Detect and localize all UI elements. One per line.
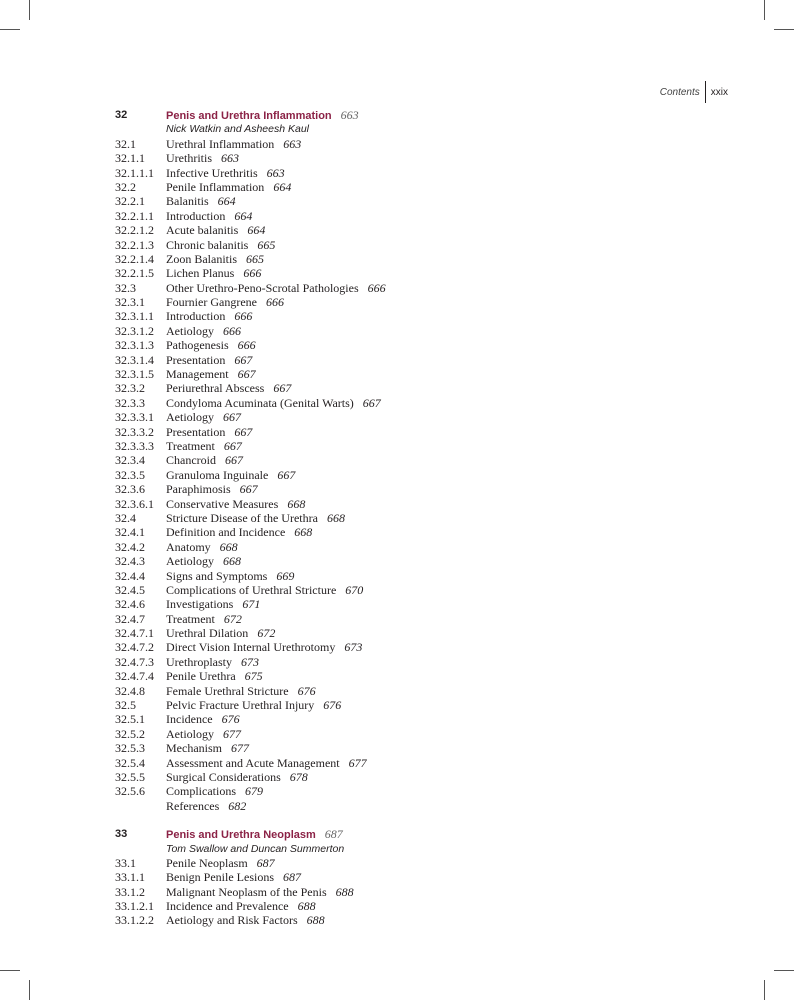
section-number: 33.1.1 xyxy=(115,870,145,885)
section-title: Complications xyxy=(166,784,236,799)
toc-entry[interactable] xyxy=(115,540,735,554)
section-page-number: 678 xyxy=(289,769,308,784)
section-title-cell xyxy=(166,698,735,712)
section-title: Penile Neoplasm xyxy=(166,855,248,870)
section-title: Anatomy xyxy=(166,539,211,554)
spacer xyxy=(115,842,166,856)
section-number: 32.1 xyxy=(115,136,136,151)
section-page-number: 667 xyxy=(234,424,253,439)
section-title: Treatment xyxy=(166,611,215,626)
section-page-number: 667 xyxy=(362,395,381,410)
section-title: Assessment and Acute Management xyxy=(166,755,340,770)
section-title-cell xyxy=(166,338,735,352)
section-number: 32.4.6 xyxy=(115,597,145,612)
chapter-page-number: 687 xyxy=(324,827,343,842)
section-title: Acute balanitis xyxy=(166,223,239,238)
section-title: Female Urethral Stricture xyxy=(166,683,289,698)
section-title-cell xyxy=(166,453,735,467)
section-title: Direct Vision Internal Urethrotomy xyxy=(166,640,336,655)
toc-entry[interactable] xyxy=(115,497,735,511)
section-number: 32.3.2 xyxy=(115,381,145,396)
section-number: 32.5.5 xyxy=(115,769,145,784)
chapter-authors-row xyxy=(115,122,735,136)
section-title: Presentation xyxy=(166,352,226,367)
section-title: Presentation xyxy=(166,424,226,439)
section-title-cell xyxy=(166,597,735,611)
section-number: 32.3.5 xyxy=(115,467,145,482)
section-title: Urethroplasty xyxy=(166,654,232,669)
toc-entry[interactable] xyxy=(115,669,735,683)
section-title-cell xyxy=(166,885,735,899)
section-number: 33.1.2.2 xyxy=(115,913,154,928)
section-title: Investigations xyxy=(166,597,234,612)
section-title-cell xyxy=(166,669,735,683)
section-number: 32.3.1.3 xyxy=(115,338,154,353)
section-page-number: 667 xyxy=(225,453,243,468)
section-page-number: 666 xyxy=(223,323,241,338)
crop-mark xyxy=(29,980,30,1000)
crop-mark xyxy=(774,29,794,30)
section-number: 32.5.1 xyxy=(115,712,145,727)
section-page-number: 666 xyxy=(367,280,386,295)
toc-entry[interactable] xyxy=(115,655,735,669)
section-title-cell xyxy=(166,381,735,395)
section-page-number: 688 xyxy=(335,884,354,899)
chapter-number: 33 xyxy=(115,828,128,841)
section-title-cell xyxy=(166,367,735,381)
toc-entry[interactable] xyxy=(115,252,735,266)
section-title-cell xyxy=(166,756,735,770)
section-title: Chancroid xyxy=(166,453,216,468)
section-number: 32.4.8 xyxy=(115,683,145,698)
chapter-title: Penis and Urethra Inflammation xyxy=(166,110,332,122)
section-title-cell xyxy=(166,554,735,568)
toc-entry[interactable] xyxy=(115,180,735,194)
section-title-cell xyxy=(166,324,735,338)
section-number: 32.2.1.2 xyxy=(115,223,154,238)
toc-entry[interactable] xyxy=(115,353,735,367)
toc-entry[interactable] xyxy=(115,525,735,539)
section-title-cell xyxy=(166,640,735,654)
section-title-cell xyxy=(166,684,735,698)
section-page-number: 676 xyxy=(323,698,342,713)
section-number: 32.3 xyxy=(115,280,136,295)
section-number: 32.3.1.1 xyxy=(115,309,154,324)
section-title-cell xyxy=(166,353,735,367)
toc-entry[interactable] xyxy=(115,338,735,352)
section-title-cell xyxy=(166,856,735,870)
section-title: Urethritis xyxy=(166,151,212,166)
section-number: 32.3.3.1 xyxy=(115,410,154,425)
section-number: 32.4.7.2 xyxy=(115,640,154,655)
section-page-number: 675 xyxy=(244,669,263,684)
section-title: Urethral Dilation xyxy=(166,626,249,641)
toc-entry[interactable] xyxy=(115,698,735,712)
toc-entry[interactable] xyxy=(115,324,735,338)
section-page-number: 667 xyxy=(277,467,296,482)
section-number: 32.3.6.1 xyxy=(115,496,154,511)
section-number: 32.5 xyxy=(115,698,136,713)
section-title: Definition and Incidence xyxy=(166,525,286,540)
section-title: Penile Inflammation xyxy=(166,179,265,194)
section-title: Benign Penile Lesions xyxy=(166,870,274,885)
section-title-cell xyxy=(166,799,735,813)
section-page-number: 677 xyxy=(348,755,367,770)
section-title-cell xyxy=(166,151,735,165)
section-page-number: 668 xyxy=(223,554,241,569)
section-title: Incidence xyxy=(166,712,213,727)
section-title: Granuloma Inguinale xyxy=(166,467,269,482)
toc-entry[interactable] xyxy=(115,727,735,741)
running-head xyxy=(660,81,728,103)
section-page-number: 668 xyxy=(219,539,238,554)
section-title: Pelvic Fracture Urethral Injury xyxy=(166,698,315,713)
section-number: 32.3.3.2 xyxy=(115,424,154,439)
section-title: Pathogenesis xyxy=(166,338,229,353)
toc-entry[interactable] xyxy=(115,223,735,237)
chapter-authors: Tom Swallow and Duncan Summerton xyxy=(166,842,345,855)
section-title: Infective Urethritis xyxy=(166,165,258,180)
toc-entry[interactable] xyxy=(115,151,735,165)
section-title: Mechanism xyxy=(166,741,222,756)
section-number: 32.3.3.3 xyxy=(115,438,154,453)
section-title-cell xyxy=(166,194,735,208)
section-page-number: 688 xyxy=(297,899,316,914)
section-number xyxy=(115,799,166,813)
section-page-number: 666 xyxy=(237,338,256,353)
section-title-cell xyxy=(166,913,735,927)
toc-entry[interactable] xyxy=(115,425,735,439)
section-title: Aetiology xyxy=(166,726,214,741)
section-title: Condyloma Acuminata (Genital Warts) xyxy=(166,395,354,410)
section-number: 32.4.7.1 xyxy=(115,626,154,641)
section-title-cell xyxy=(166,712,735,726)
toc-entry[interactable] xyxy=(115,482,735,496)
toc-entry[interactable] xyxy=(115,741,735,755)
section-number: 32.4.7.4 xyxy=(115,669,154,684)
section-page-number: 664 xyxy=(273,179,292,194)
section-number: 32.4.5 xyxy=(115,582,145,597)
running-head-label: Contents xyxy=(659,86,700,98)
section-number: 33.1.2 xyxy=(115,884,145,899)
section-page-number: 667 xyxy=(223,410,241,425)
section-title: Zoon Balanitis xyxy=(166,251,237,266)
toc-entry[interactable] xyxy=(115,410,735,424)
section-page-number: 676 xyxy=(297,683,316,698)
toc-entry[interactable] xyxy=(115,295,735,309)
toc-entry[interactable] xyxy=(115,784,735,798)
section-title-cell xyxy=(166,137,735,151)
section-title-cell xyxy=(166,238,735,252)
toc-entry[interactable] xyxy=(115,281,735,295)
section-number: 32.4.7.3 xyxy=(115,654,154,669)
toc-entry[interactable] xyxy=(115,511,735,525)
section-title: Malignant Neoplasm of the Penis xyxy=(166,884,327,899)
section-page-number: 671 xyxy=(242,597,261,612)
section-title: Periurethral Abscess xyxy=(166,381,265,396)
toc-entry[interactable] xyxy=(115,885,735,899)
toc-entry[interactable] xyxy=(115,856,735,870)
toc-entry[interactable] xyxy=(115,770,735,784)
section-page-number: 664 xyxy=(234,208,253,223)
section-number: 32.4.1 xyxy=(115,525,145,540)
section-page-number: 667 xyxy=(273,381,292,396)
section-number: 32.5.6 xyxy=(115,784,145,799)
toc-entry[interactable] xyxy=(115,569,735,583)
section-page-number: 666 xyxy=(243,266,262,281)
section-number: 32.4.4 xyxy=(115,568,145,583)
section-title-cell xyxy=(166,727,735,741)
section-title: Treatment xyxy=(166,438,215,453)
section-page-number: 676 xyxy=(221,712,240,727)
section-page-number: 668 xyxy=(294,525,313,540)
section-page-number: 679 xyxy=(245,784,263,799)
section-page-number: 687 xyxy=(283,870,301,885)
section-number: 32.2.1 xyxy=(115,194,145,209)
section-title: Stricture Disease of the Urethra xyxy=(166,510,318,525)
section-number: 32.5.4 xyxy=(115,755,145,770)
section-title-cell xyxy=(166,396,735,410)
crop-mark xyxy=(764,0,765,20)
section-number: 32.4.7 xyxy=(115,611,145,626)
section-number: 32.2.1.4 xyxy=(115,251,154,266)
chapter-heading[interactable] xyxy=(115,108,735,122)
section-number: 32.2 xyxy=(115,179,136,194)
section-title-cell xyxy=(166,425,735,439)
section-number: 32.5.3 xyxy=(115,741,145,756)
section-title-cell xyxy=(166,295,735,309)
chapter-title-cell xyxy=(166,108,735,122)
section-page-number: 677 xyxy=(223,726,241,741)
section-title: Aetiology xyxy=(166,323,214,338)
section-title-cell xyxy=(166,410,735,424)
section-title-cell xyxy=(166,223,735,237)
section-page-number: 668 xyxy=(287,496,306,511)
section-title: Chronic balanitis xyxy=(166,237,249,252)
crop-mark xyxy=(0,29,20,30)
section-page-number: 672 xyxy=(257,626,276,641)
section-number: 32.3.1.4 xyxy=(115,352,154,367)
section-title: Lichen Planus xyxy=(166,266,235,281)
section-title-cell xyxy=(166,497,735,511)
toc-entry[interactable] xyxy=(115,209,735,223)
section-page-number: 673 xyxy=(344,640,363,655)
toc-entry[interactable] xyxy=(115,870,735,884)
section-title-cell xyxy=(166,511,735,525)
section-page-number: 663 xyxy=(283,136,302,151)
section-title: Fournier Gangrene xyxy=(166,295,257,310)
section-number: 32.2.1.5 xyxy=(115,266,154,281)
section-page-number: 687 xyxy=(256,855,275,870)
section-title: Incidence and Prevalence xyxy=(166,899,289,914)
toc-entry[interactable] xyxy=(115,554,735,568)
section-number: 32.4.3 xyxy=(115,554,145,569)
section-page-number: 663 xyxy=(266,165,285,180)
chapter-title-cell xyxy=(166,827,735,841)
section-title-cell xyxy=(166,525,735,539)
section-title: Complications of Urethral Stricture xyxy=(166,582,337,597)
section-page-number: 664 xyxy=(247,223,266,238)
toc-entry[interactable] xyxy=(115,166,735,180)
section-title: Signs and Symptoms xyxy=(166,568,268,583)
section-page-number: 667 xyxy=(223,438,242,453)
section-number: 33.1 xyxy=(115,855,136,870)
toc-entry[interactable] xyxy=(115,396,735,410)
toc-entry[interactable] xyxy=(115,381,735,395)
section-title-cell xyxy=(166,309,735,323)
section-number: 32.3.4 xyxy=(115,453,145,468)
chapter-title: Penis and Urethra Neoplasm xyxy=(166,829,316,842)
toc-entry[interactable] xyxy=(115,583,735,597)
section-number: 32.4 xyxy=(115,510,136,525)
chapter-section xyxy=(115,827,735,928)
chapter-page-number: 663 xyxy=(340,108,359,122)
section-number: 32.2.1.1 xyxy=(115,208,154,223)
section-title: Surgical Considerations xyxy=(166,769,281,784)
section-page-number: 667 xyxy=(237,367,256,382)
section-page-number: 668 xyxy=(326,510,345,525)
section-title-cell xyxy=(166,784,735,798)
section-page-number: 673 xyxy=(240,654,259,669)
section-page-number: 666 xyxy=(265,295,284,310)
toc-entry[interactable] xyxy=(115,913,735,927)
section-title: Introduction xyxy=(166,208,226,223)
toc-entry[interactable] xyxy=(115,799,735,813)
section-number: 32.3.6 xyxy=(115,482,145,497)
section-number: 32.3.1 xyxy=(115,295,145,310)
crop-mark xyxy=(29,0,30,20)
section-page-number: 666 xyxy=(234,309,253,324)
crop-mark xyxy=(0,970,20,971)
section-page-number: 688 xyxy=(306,913,325,928)
toc-entry[interactable] xyxy=(115,640,735,654)
toc-entry[interactable] xyxy=(115,712,735,726)
section-page-number: 667 xyxy=(234,352,253,367)
section-title-cell xyxy=(166,770,735,784)
section-title: Aetiology xyxy=(166,410,214,425)
section-page-number: 664 xyxy=(217,194,236,209)
section-title-cell xyxy=(166,569,735,583)
toc-entry[interactable] xyxy=(115,309,735,323)
table-of-contents xyxy=(115,108,735,928)
toc-entry[interactable] xyxy=(115,756,735,770)
crop-mark xyxy=(774,970,794,971)
section-title-cell xyxy=(166,439,735,453)
toc-entry[interactable] xyxy=(115,266,735,280)
section-title: Introduction xyxy=(166,309,226,324)
section-page-number: 667 xyxy=(239,482,258,497)
section-title-cell xyxy=(166,252,735,266)
section-title-cell xyxy=(166,468,735,482)
section-title-cell xyxy=(166,180,735,194)
chapter-authors-row xyxy=(115,842,735,856)
spacer xyxy=(115,122,166,136)
section-page-number: 672 xyxy=(223,611,242,626)
section-page-number: 677 xyxy=(231,741,249,756)
toc-entry[interactable] xyxy=(115,439,735,453)
section-number: 32.1.1.1 xyxy=(115,165,154,180)
toc-entry[interactable] xyxy=(115,367,735,381)
section-title-cell xyxy=(166,655,735,669)
section-number: 33.1.2.1 xyxy=(115,899,154,914)
chapter-number: 32 xyxy=(115,109,128,121)
chapter-authors: Nick Watkin and Asheesh Kaul xyxy=(166,123,309,136)
section-number: 32.5.2 xyxy=(115,726,145,741)
section-title: References xyxy=(166,798,220,813)
running-head-page-number: xxix xyxy=(710,86,728,98)
section-title-cell xyxy=(166,482,735,496)
chapter-heading[interactable] xyxy=(115,827,735,841)
section-number: 32.3.1.2 xyxy=(115,323,154,338)
crop-mark xyxy=(764,980,765,1000)
section-title-cell xyxy=(166,741,735,755)
section-title: Aetiology and Risk Factors xyxy=(166,913,298,928)
toc-entry[interactable] xyxy=(115,468,735,482)
section-title-cell xyxy=(166,540,735,554)
section-title: Balanitis xyxy=(166,194,209,209)
section-title: Urethral Inflammation xyxy=(166,136,275,151)
toc-entry[interactable] xyxy=(115,684,735,698)
section-title-cell xyxy=(166,281,735,295)
section-title: Penile Urethra xyxy=(166,669,236,684)
section-number: 32.3.1.5 xyxy=(115,367,154,382)
section-page-number: 669 xyxy=(276,568,295,583)
section-title: Paraphimosis xyxy=(166,482,231,497)
toc-entry[interactable] xyxy=(115,899,735,913)
section-title: Conservative Measures xyxy=(166,496,279,511)
section-page-number: 663 xyxy=(221,151,239,166)
section-title: Management xyxy=(166,367,229,382)
section-title-cell xyxy=(166,209,735,223)
chapter-section xyxy=(115,108,735,813)
section-title-cell xyxy=(166,626,735,640)
section-number: 32.4.2 xyxy=(115,539,145,554)
section-number: 32.3.3 xyxy=(115,395,145,410)
toc-entry[interactable] xyxy=(115,238,735,252)
section-title-cell xyxy=(166,166,735,180)
toc-entry[interactable] xyxy=(115,626,735,640)
section-title-cell xyxy=(166,612,735,626)
section-title-cell xyxy=(166,583,735,597)
toc-entry[interactable] xyxy=(115,137,735,151)
toc-entry[interactable] xyxy=(115,453,735,467)
section-title: Other Urethro-Peno-Scrotal Pathologies xyxy=(166,280,359,295)
section-number: 32.1.1 xyxy=(115,151,145,166)
section-title: Aetiology xyxy=(166,554,214,569)
section-page-number: 682 xyxy=(228,798,247,813)
section-title-cell xyxy=(166,266,735,280)
toc-entry[interactable] xyxy=(115,597,735,611)
section-number: 32.2.1.3 xyxy=(115,237,154,252)
section-title-cell xyxy=(166,899,735,913)
section-title-cell xyxy=(166,870,735,884)
toc-entry[interactable] xyxy=(115,194,735,208)
section-page-number: 670 xyxy=(345,582,364,597)
section-page-number: 665 xyxy=(246,251,264,266)
section-page-number: 665 xyxy=(257,237,276,252)
toc-entry[interactable] xyxy=(115,612,735,626)
